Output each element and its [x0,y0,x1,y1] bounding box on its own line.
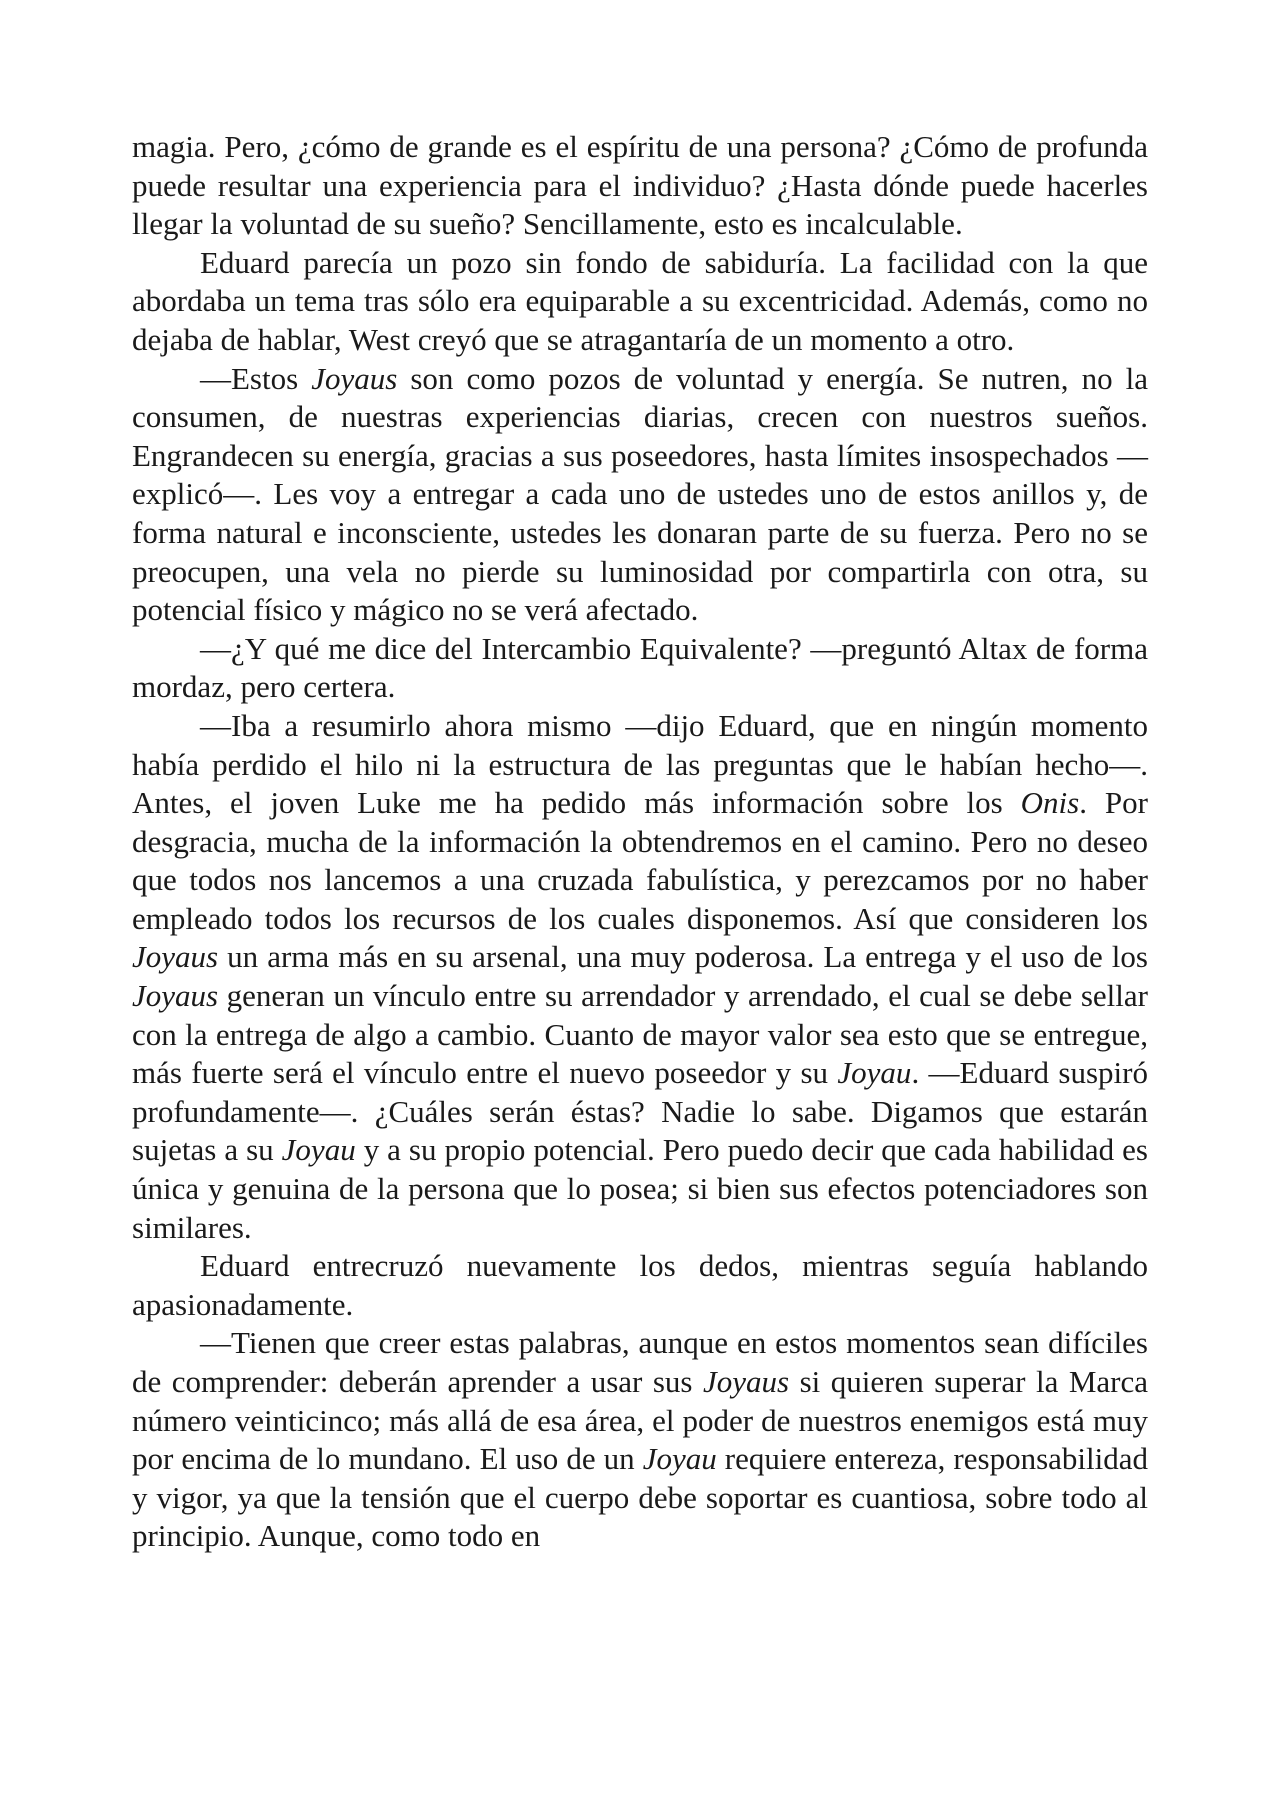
paragraph [132,1324,1148,1556]
document-page [132,128,1148,1556]
italic-term: Joyau [837,1055,912,1091]
text-run: requiere entereza, responsabilidad y vigor, ya que la tensión que el cuerpo debe soportar es cuantiosa, sobre todo al principio. Aunque, como todo en [132,1441,1148,1554]
text-run: —¿Y qué me dice del Intercambio Equivalente? —preguntó Altax de forma mordaz, pero certera. [132,630,1148,705]
text-run: . —Eduard suspiró profundamente—. ¿Cuáles serán éstas? Nadie lo sabe. Digamos que estarán sujetas a su [132,1055,1148,1168]
text-run: si quieren superar la Marca número veinticinco; más allá de esa área, el poder de nuestros enemigos está muy por encima de lo mundano. El uso de un [132,1364,1149,1477]
text-run: —Tienen que creer estas palabras, aunque en estos momentos sean difíciles de comprender: deberán aprender a usar sus [132,1325,1148,1399]
text-run: —Estos [200,360,312,396]
text-run: Eduard parecía un pozo sin fondo de sabiduría. La facilidad con la que abordaba un tema tras sólo era equiparable a su excentricidad. Además, como no dejaba de hablar, West creyó que se atragantaría de un momento a otro. [132,244,1148,357]
text-run: un arma más en su arsenal, una muy poderosa. La entrega y el uso de los [218,939,1148,975]
paragraph [132,128,1148,244]
text-run: son como pozos de voluntad y energía. Se nutren, no la consumen, de nuestras experiencias diarias, crecen con nuestros sueños. Engrandecen su energía, gracias a sus poseedores, hasta límites insospechados —explicó—. Les voy a entregar a cada uno de ustedes uno de estos anillos y, de forma natural e inconsciente, ustedes les donaran parte de su fuerza. Pero no se preocupen, una vela no pierde su luminosidad por compartirla con otra, su potencial físico y mágico no se verá afectado. [132,360,1148,628]
italic-term: Onis [1020,785,1080,821]
italic-term: Joyau [281,1132,356,1168]
text-run: Eduard entrecruzó nuevamente los dedos, mientras seguía hablando apasionadamente. [132,1248,1148,1322]
text-run: —Iba a resumirlo ahora mismo —dijo Eduard, que en ningún momento había perdido el hilo ni la estructura de las preguntas que le habían hecho—. Antes, el joven Luke me ha pedido más información sobre los [132,707,1148,821]
text-run: . Por desgracia, mucha de la información la obtendremos en el camino. Pero no deseo que todos nos lancemos a una cruzada fabulística, y perezcamos por no haber empleado todos los recursos de los cuales disponemos. Así que consideren los [132,785,1148,936]
paragraph [132,630,1148,707]
text-run: magia. Pero, ¿cómo de grande es el espíritu de una persona? ¿Cómo de profunda puede resultar una experiencia para el individuo? ¿Hasta dónde puede hacerles llegar la voluntad de su sueño? Sencillamente, esto es incalculable. [132,129,1148,242]
paragraph [132,244,1148,360]
paragraph [132,360,1148,630]
italic-term: Joyaus [132,939,219,975]
italic-term: Joyau [642,1441,717,1477]
italic-term: Joyaus [132,978,219,1014]
paragraph [132,1247,1148,1324]
italic-term: Joyaus [311,360,398,396]
paragraph [132,707,1148,1247]
text-run: generan un vínculo entre su arrendador y arrendado, el cual se debe sellar con la entrega de algo a cambio. Cuanto de mayor valor sea esto que se entregue, más fuerte será el vínculo entre el nuevo poseedor y su [132,978,1148,1091]
text-run: y a su propio potencial. Pero puedo decir que cada habilidad es única y genuina de la persona que lo posea; si bien sus efectos potenciadores son similares. [132,1132,1148,1245]
italic-term: Joyaus [703,1364,790,1399]
